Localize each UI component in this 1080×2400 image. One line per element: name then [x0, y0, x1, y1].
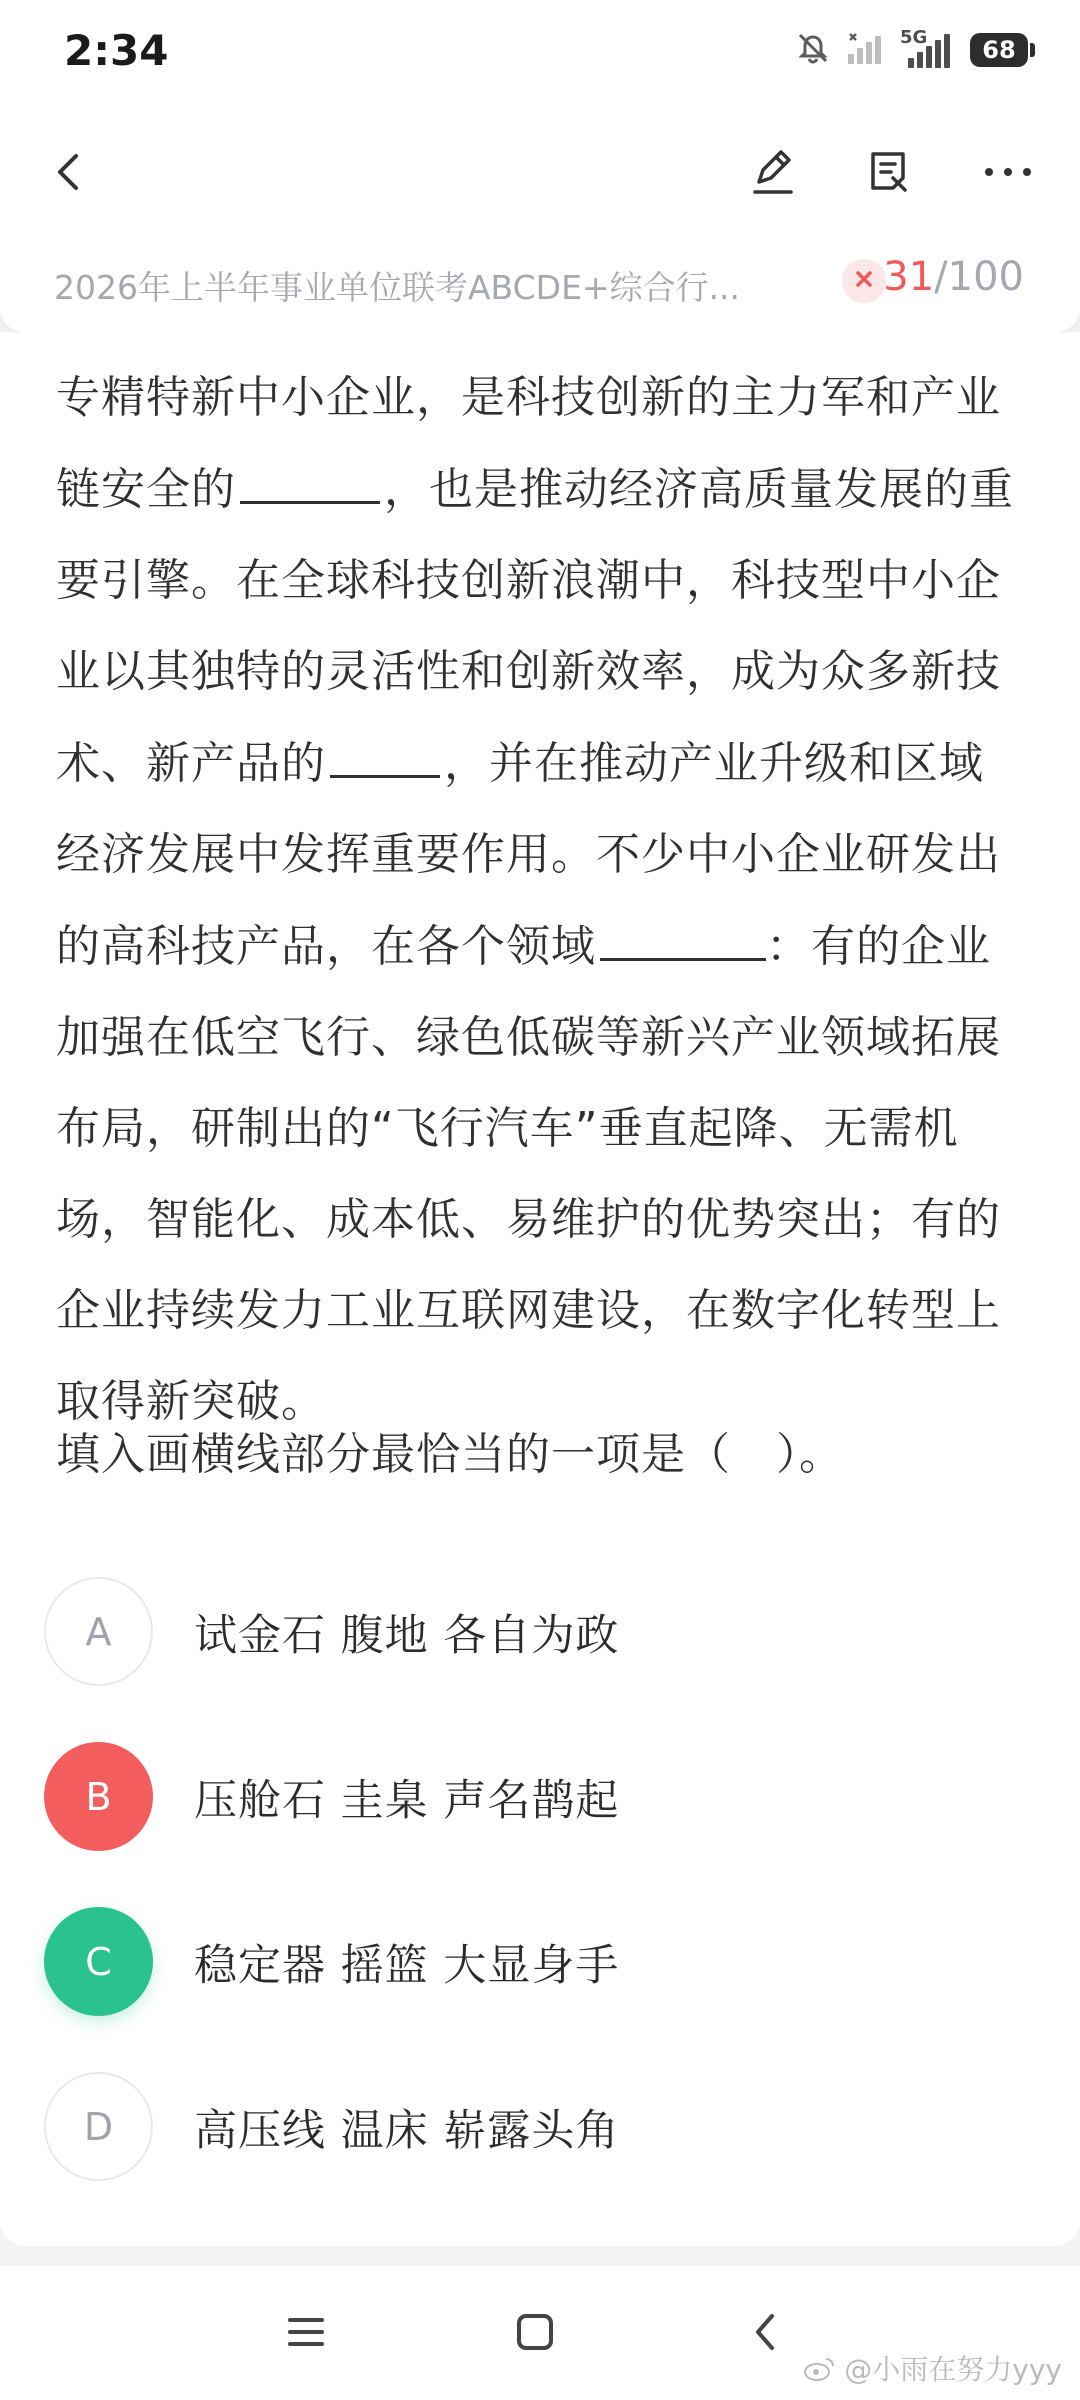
passage-part-2: ，也是推动经济高质量发展的重要引擎。在全球科技创新浪潮中，科技型中小企业以其独特的灵活性和创新效率，成为众多新技术、新产品的 — [56, 464, 1014, 789]
nav-back-icon — [748, 2310, 782, 2358]
passage-part-3: ，并在推动产业升级和区域经济发展中发挥重要作用。不少中小企业研发出的高科技产品，在各个领域 — [56, 738, 1001, 972]
option-d[interactable] — [44, 2072, 1024, 2181]
exam-title[interactable]: 2026年上半年事业单位联考ABCDE+综合行... — [54, 268, 741, 307]
nav-back-button[interactable] — [733, 2302, 797, 2366]
status-bar — [0, 0, 1080, 108]
watermark-text: @小雨在努力yyy — [844, 2353, 1062, 2386]
top-toolbar — [0, 108, 1080, 236]
question-card — [0, 332, 1080, 2246]
nav-home-button[interactable] — [503, 2302, 567, 2366]
battery-level: 68 — [982, 36, 1016, 64]
more-icon — [981, 163, 1035, 185]
option-a[interactable] — [44, 1577, 1024, 1686]
passage-part-1: 专精特新中小企业，是科技创新的主力军和产业链安全的 — [56, 372, 1001, 515]
note-button[interactable] — [851, 136, 927, 212]
status-icons — [796, 27, 1028, 70]
signal-icon — [844, 30, 886, 70]
watermark — [802, 2348, 1062, 2388]
more-button[interactable] — [970, 136, 1046, 212]
option-d-text[interactable]: 高压线 温床 崭露头角 — [194, 2106, 620, 2156]
signal-5g-icon — [900, 27, 956, 70]
question-prompt: 填入画横线部分最恰当的一项是（ ）。 — [56, 1429, 844, 1480]
option-a-text[interactable]: 试金石 腹地 各自为政 — [194, 1611, 620, 1661]
option-a-badge[interactable]: A — [44, 1577, 153, 1686]
network-label: 5G — [900, 27, 928, 48]
blank-1 — [240, 443, 380, 504]
back-button[interactable] — [32, 136, 108, 212]
bell-off-icon — [796, 31, 830, 69]
battery-icon — [970, 33, 1028, 67]
wrong-icon — [853, 268, 875, 294]
question-passage — [56, 352, 1024, 1447]
wrong-indicator — [842, 259, 886, 303]
option-c-text[interactable]: 稳定器 摇篮 大显身手 — [194, 1941, 620, 1991]
edit-button[interactable] — [735, 136, 811, 212]
option-b-badge[interactable]: B — [44, 1742, 153, 1851]
answer-options — [44, 1577, 1024, 2237]
blank-2 — [330, 717, 440, 778]
option-b-text[interactable]: 压舱石 圭臬 声名鹊起 — [194, 1776, 620, 1826]
option-d-badge[interactable]: D — [44, 2072, 153, 2181]
status-time: 2:34 — [64, 26, 169, 75]
blank-3 — [600, 900, 766, 961]
option-b[interactable] — [44, 1742, 1024, 1851]
weibo-icon — [802, 2354, 836, 2382]
progress-current: 31 — [883, 254, 935, 300]
progress-total: /100 — [934, 254, 1024, 300]
edit-icon — [747, 146, 799, 202]
nav-menu-button[interactable] — [274, 2302, 338, 2366]
home-icon — [514, 2311, 556, 2357]
exam-header — [0, 236, 1080, 332]
option-c-badge[interactable]: C — [44, 1907, 153, 2016]
back-icon — [48, 150, 92, 198]
passage-part-4: ：有的企业加强在低空飞行、绿色低碳等新兴产业领域拓展布局，研制出的“飞行汽车”垂直起降、无需机场，智能化、成本低、易维护的优势突出；有的企业持续发力工业互联网建设，在数字化转型上取得新突破。 — [56, 921, 1001, 1427]
note-icon — [863, 146, 915, 202]
question-progress — [883, 254, 1024, 300]
menu-icon — [284, 2312, 328, 2356]
option-c[interactable] — [44, 1907, 1024, 2016]
